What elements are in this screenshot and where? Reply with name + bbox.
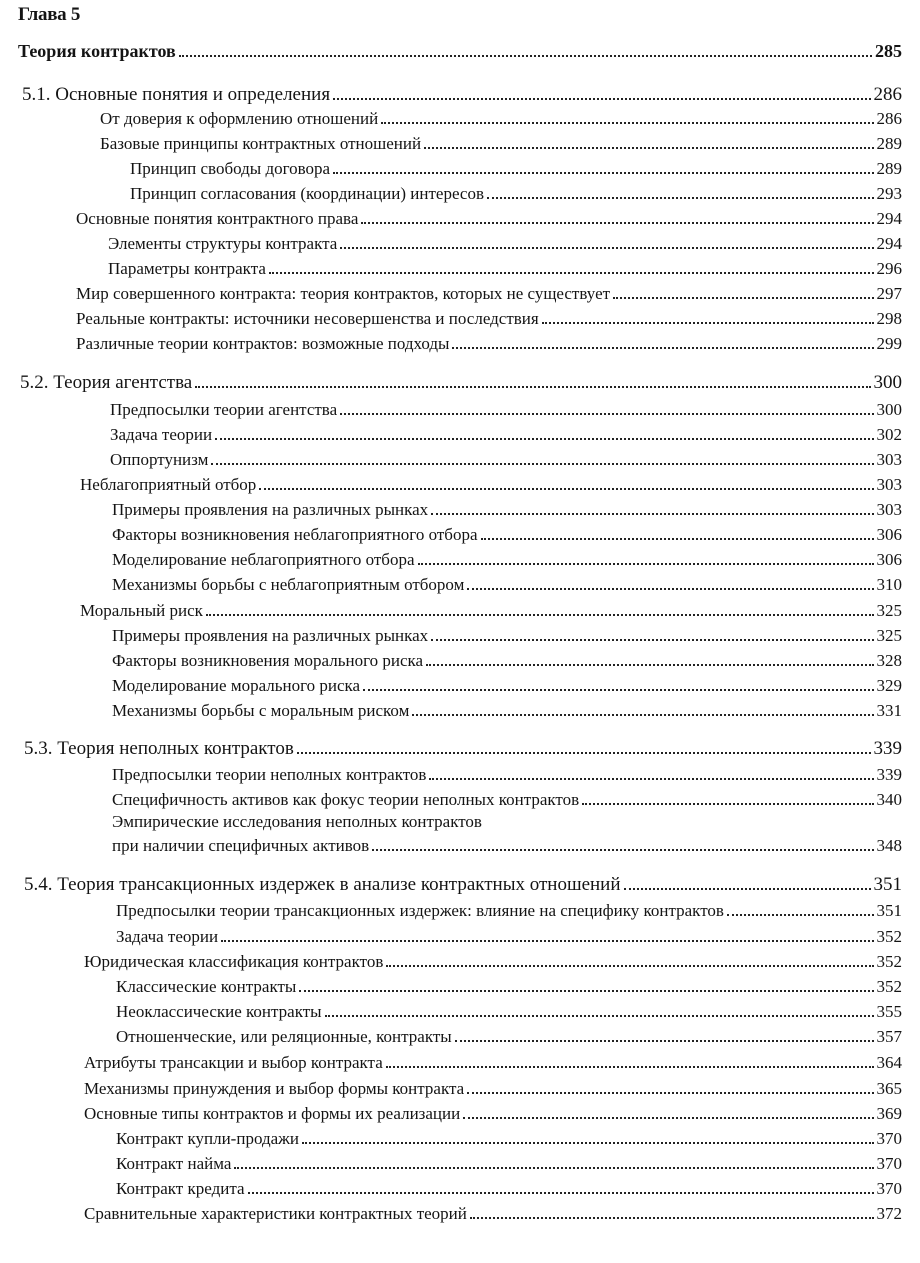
toc-entry-title: Принцип согласования (координации) интересов <box>130 184 484 203</box>
toc-entry-title: Основные типы контрактов и формы их реализации <box>84 1104 461 1123</box>
toc-page-number: 370 <box>876 1129 902 1148</box>
toc-page-number: 372 <box>876 1204 902 1223</box>
chapter-label: Глава 5 <box>18 4 81 25</box>
toc-page-number: 299 <box>876 334 902 353</box>
toc-page-number: 325 <box>876 626 902 645</box>
toc-entry-row[interactable] <box>112 675 902 697</box>
toc-entry-title: Механизмы принуждения и выбор формы контракта <box>84 1079 465 1098</box>
toc-entry-title: Юридическая классификация контрактов <box>84 952 384 971</box>
toc-entry-title: Реальные контракты: источники несовершенства и последствия <box>76 309 539 328</box>
toc-entry-row[interactable] <box>108 233 902 255</box>
toc-entry-row[interactable] <box>130 158 902 180</box>
dot-leader <box>381 122 873 124</box>
toc-entry-title: Факторы возникновения неблагоприятного отбора <box>112 525 478 544</box>
toc-entry-row[interactable] <box>112 764 902 786</box>
toc-entry-title: при наличии специфичных активов <box>112 836 370 855</box>
toc-entry-row[interactable] <box>116 1001 902 1023</box>
dot-leader <box>431 639 873 641</box>
toc-page-number: 370 <box>876 1179 902 1198</box>
dot-leader <box>412 714 873 716</box>
toc-entry-row[interactable] <box>112 524 902 546</box>
dot-leader <box>429 778 873 780</box>
toc-entry-title: Параметры контракта <box>108 259 266 278</box>
dot-leader <box>363 689 873 691</box>
dot-leader <box>426 664 873 666</box>
dot-leader <box>302 1142 874 1144</box>
toc-entry-row[interactable] <box>112 700 902 722</box>
toc-page-number: 303 <box>876 450 902 469</box>
toc-entry-row[interactable] <box>110 399 902 421</box>
toc-entry-row[interactable] <box>76 283 902 305</box>
toc-entry-row[interactable] <box>112 625 902 647</box>
toc-entry-title: Неоклассические контракты <box>116 1002 322 1021</box>
toc-entry-title: Факторы возникновения морального риска <box>112 651 424 670</box>
toc-entry-row[interactable] <box>116 976 902 998</box>
toc-page-number: 351 <box>873 874 902 895</box>
toc-page-number: 286 <box>876 109 902 128</box>
toc-page-number: 303 <box>876 500 902 519</box>
dot-leader <box>215 438 873 440</box>
toc-entry-title: Моделирование неблагоприятного отбора <box>112 550 415 569</box>
toc-page-number: 297 <box>876 284 902 303</box>
toc-entry-title: Задача теории <box>110 425 213 444</box>
toc-entry-row[interactable] <box>130 183 902 205</box>
toc-entry-title: 5.1. Основные понятия и определения <box>22 84 331 105</box>
toc-page-number: 294 <box>876 209 902 228</box>
dot-leader <box>386 1066 874 1068</box>
toc-entry-row[interactable] <box>76 308 902 330</box>
toc-entry-row[interactable] <box>112 549 902 571</box>
toc-entry-title: Задача теории <box>116 927 219 946</box>
toc-entry-row[interactable] <box>80 600 902 622</box>
toc-page-number: 352 <box>876 977 902 996</box>
toc-page-number: 310 <box>876 575 902 594</box>
toc-page-number: 328 <box>876 651 902 670</box>
toc-page-number: 303 <box>876 475 902 494</box>
toc-entry-title: Оппортунизм <box>110 450 209 469</box>
toc-page-number: 340 <box>876 790 902 809</box>
toc-entry-title: Элементы структуры контракта <box>108 234 338 253</box>
toc-entry-title: Механизмы борьбы с моральным риском <box>112 701 410 720</box>
dot-leader <box>340 247 873 249</box>
dot-leader <box>299 990 873 992</box>
dot-leader <box>333 98 870 100</box>
toc-entry-row[interactable] <box>112 650 902 672</box>
toc-page-number: 357 <box>876 1027 902 1046</box>
toc-entry-row[interactable] <box>84 1203 902 1225</box>
dot-leader <box>424 147 873 149</box>
dot-leader <box>470 1217 874 1219</box>
toc-page-number: 348 <box>876 836 902 855</box>
toc-entry-title: Атрибуты трансакции и выбор контракта <box>84 1053 383 1072</box>
dot-leader <box>206 614 874 616</box>
toc-page-number: 302 <box>876 425 902 444</box>
toc-page-number: 339 <box>876 765 902 784</box>
dot-leader <box>481 538 874 540</box>
toc-entry-row[interactable] <box>18 40 902 62</box>
toc-page-number: 300 <box>873 372 902 393</box>
toc-page-number: 296 <box>876 259 902 278</box>
toc-entry-title: Контракт найма <box>116 1154 232 1173</box>
toc-entry-row[interactable] <box>112 789 902 811</box>
dot-leader <box>248 1192 874 1194</box>
toc-entry-row[interactable] <box>112 574 902 596</box>
toc-entry-row[interactable] <box>100 133 902 155</box>
dot-leader <box>179 55 872 57</box>
toc-page-number: 329 <box>876 676 902 695</box>
toc-page-number: 364 <box>876 1053 902 1072</box>
toc-entry-row[interactable] <box>112 835 902 857</box>
dot-leader <box>463 1117 873 1119</box>
toc-entry-row[interactable] <box>112 499 902 521</box>
toc-entry-row[interactable] <box>116 900 902 922</box>
toc-page-number: 286 <box>873 84 902 105</box>
dot-leader <box>361 222 873 224</box>
dot-leader <box>325 1015 874 1017</box>
toc-section-row[interactable] <box>24 738 902 760</box>
toc-page-number: 300 <box>876 400 902 419</box>
toc-section-row[interactable] <box>20 372 902 394</box>
toc-entry-title: Специфичность активов как фокус теории неполных контрактов <box>112 790 580 809</box>
toc-page-number: 293 <box>876 184 902 203</box>
toc-page-number: 352 <box>876 927 902 946</box>
toc-page-number: 325 <box>876 601 902 620</box>
toc-page-number: 298 <box>876 309 902 328</box>
toc-entry-row[interactable] <box>116 1026 902 1048</box>
dot-leader <box>211 463 873 465</box>
dot-leader <box>467 588 873 590</box>
toc-entry-title: Моральный риск <box>80 601 203 620</box>
toc-entry-row[interactable] <box>100 108 902 130</box>
dot-leader <box>613 297 873 299</box>
toc-entry-row[interactable] <box>108 258 902 280</box>
toc-entry-row[interactable] <box>84 1103 902 1125</box>
toc-entry-title: Неблагоприятный отбор <box>80 475 257 494</box>
toc-page-number: 351 <box>876 901 902 920</box>
toc-entry-row[interactable] <box>80 474 902 496</box>
toc-entry-title: Классические контракты <box>116 977 297 996</box>
toc-page-number: 355 <box>876 1002 902 1021</box>
toc-page-number: 294 <box>876 234 902 253</box>
dot-leader <box>431 513 873 515</box>
toc-entry-title: Моделирование морального риска <box>112 676 361 695</box>
toc-entry-row[interactable] <box>76 208 902 230</box>
toc-entry-row[interactable] <box>84 951 902 973</box>
toc-page-number: 285 <box>875 41 902 61</box>
toc-page-number: 331 <box>876 701 902 720</box>
dot-leader <box>455 1040 874 1042</box>
toc-entry-title: Контракт кредита <box>116 1179 245 1198</box>
toc-page-number: 369 <box>876 1104 902 1123</box>
toc-entry-title: 5.4. Теория трансакционных издержек в анализе контрактных отношений <box>24 874 621 895</box>
toc-entry-title: Предпосылки теории трансакционных издержек: влияние на специфику контрактов <box>116 901 724 920</box>
dot-leader <box>542 322 874 324</box>
toc-entry-row[interactable] <box>116 926 902 948</box>
toc-page-number: 370 <box>876 1154 902 1173</box>
dot-leader <box>195 386 870 388</box>
toc-entry-row[interactable] <box>76 333 902 355</box>
dot-leader <box>582 803 873 805</box>
toc-page-number: 352 <box>876 952 902 971</box>
toc-page-number: 289 <box>876 159 902 178</box>
toc-entry-row[interactable] <box>110 449 902 471</box>
toc-entry-row[interactable] <box>84 1052 902 1074</box>
toc-page-number: 306 <box>876 550 902 569</box>
toc-entry-row[interactable] <box>116 1128 902 1150</box>
toc-entry-row[interactable] <box>84 1078 902 1100</box>
toc-entry-title: Предпосылки теории неполных контрактов <box>112 765 427 784</box>
dot-leader <box>727 914 874 916</box>
toc-entry-title: Основные понятия контрактного права <box>76 209 359 228</box>
toc-entry-title: Мир совершенного контракта: теория контрактов, которых не существует <box>76 284 611 303</box>
toc-entry-title: 5.2. Теория агентства <box>20 372 193 393</box>
dot-leader <box>372 849 873 851</box>
toc-page-number: 365 <box>876 1079 902 1098</box>
toc-page-number: 289 <box>876 134 902 153</box>
toc-entry-row[interactable] <box>116 1153 902 1175</box>
toc-entry-title: Сравнительные характеристики контрактных теорий <box>84 1204 467 1223</box>
dot-leader <box>467 1092 873 1094</box>
toc-entry-title: От доверия к оформлению отношений <box>100 109 379 128</box>
dot-leader <box>234 1167 873 1169</box>
toc-section-row[interactable] <box>24 874 902 896</box>
toc-page-number: 339 <box>873 738 902 759</box>
dot-leader <box>269 272 874 274</box>
toc-entry-title: 5.3. Теория неполных контрактов <box>24 738 294 759</box>
toc-section-row[interactable] <box>22 84 902 106</box>
toc-entry-row[interactable] <box>110 424 902 446</box>
dot-leader <box>259 488 873 490</box>
toc-entry-title: Примеры проявления на различных рынках <box>112 500 429 519</box>
toc-entry-title: Принцип свободы договора <box>130 159 331 178</box>
toc-entry-title: Различные теории контрактов: возможные подходы <box>76 334 450 353</box>
toc-entry-title: Эмпирические исследования неполных контрактов <box>112 812 482 831</box>
toc-entry-title: Отношенческие, или реляционные, контракты <box>116 1027 452 1046</box>
dot-leader <box>418 563 874 565</box>
toc-entry-title: Механизмы борьбы с неблагоприятным отбором <box>112 575 465 594</box>
dot-leader <box>487 197 874 199</box>
dot-leader <box>333 172 873 174</box>
toc-entry-title: Базовые принципы контрактных отношений <box>100 134 422 153</box>
dot-leader <box>340 413 873 415</box>
toc-entry-title: Контракт купли-продажи <box>116 1129 299 1148</box>
toc-page-number: 306 <box>876 525 902 544</box>
dot-leader <box>297 752 871 754</box>
toc-entry-title: Предпосылки теории агентства <box>110 400 338 419</box>
dot-leader <box>386 965 873 967</box>
dot-leader <box>452 347 873 349</box>
toc-entry-row[interactable] <box>116 1178 902 1200</box>
dot-leader <box>221 940 873 942</box>
toc-entry-title: Теория контрактов <box>18 41 176 61</box>
toc-entry-title: Примеры проявления на различных рынках <box>112 626 429 645</box>
dot-leader <box>624 888 871 890</box>
